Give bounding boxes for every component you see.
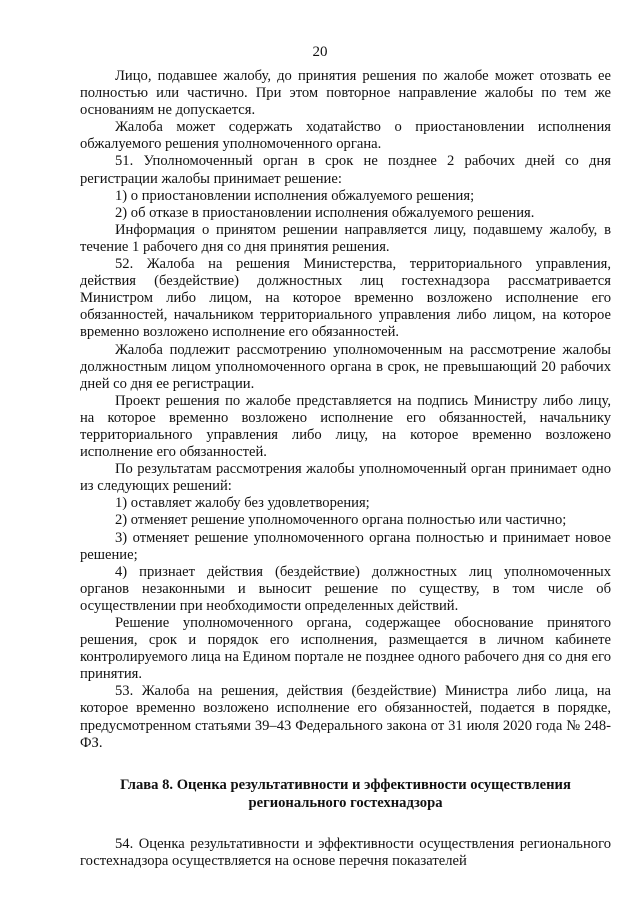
paragraph: 1) о приостановлении исполнения обжалуемого решения; xyxy=(115,187,475,204)
paragraph: 2) отменяет решение уполномоченного органа полностью или частично; xyxy=(115,512,567,529)
chapter-heading-line-2: регионального гостехнадзора xyxy=(248,794,443,811)
chapter-heading xyxy=(80,776,611,812)
paragraph: Жалоба может содержать ходатайство о приостановлении исполнения обжалуемого решения уполномоченного органа. xyxy=(80,119,611,153)
paragraph: Жалоба подлежит рассмотрению уполномоченным на рассмотрение жалобы должностным лицом уполномоченного органа в срок, не превышающий 20 рабочих дней со дня ее регистрации. xyxy=(80,341,611,392)
chapter-heading-line-1: Глава 8. Оценка результативности и эффективности осуществления xyxy=(120,776,571,793)
paragraph: Решение уполномоченного органа, содержащее обоснование принятого решения, срок и порядок его исполнения, размещается в личном кабинете контролируемого лица на Едином портале не позднее одного рабочего дня со дня его принятия. xyxy=(80,615,611,683)
paragraph: 1) оставляет жалобу без удовлетворения; xyxy=(115,495,370,512)
paragraph: 3) отменяет решение уполномоченного органа полностью и принимает новое решение; xyxy=(80,529,611,563)
paragraph: 4) признает действия (бездействие) должностных лиц уполномоченных органов незаконными и выносит решение по существу, в том числе об осуществлении при необходимости определенных действий. xyxy=(80,563,611,614)
paragraph: 52. Жалоба на решения Министерства, территориального управления, действия (бездействие) должностных лиц гостехнадзора рассматривается Министром либо лицом, на которое временно возложено исполнение его обязанностей, начальником территориального управления либо лицом, на которое временно возложено исполнение его обязанностей. xyxy=(80,256,611,341)
paragraph: 51. Уполномоченный орган в срок не позднее 2 рабочих дней со дня регистрации жалобы принимает решение: xyxy=(80,153,611,187)
paragraph: Лицо, подавшее жалобу, до принятия решения по жалобе может отозвать ее полностью или частично. При этом повторное направление жалобы по тем же основаниям не допускается. xyxy=(80,68,611,119)
paragraph: 54. Оценка результативности и эффективности осуществления регионального гостехнадзора осуществляется на основе перечня показателей xyxy=(80,835,611,869)
paragraph: По результатам рассмотрения жалобы уполномоченный орган принимает одно из следующих решений: xyxy=(80,461,611,495)
document-body xyxy=(80,68,611,870)
page-number: 20 xyxy=(312,44,328,60)
paragraph: Проект решения по жалобе представляется на подпись Министру либо лицу, на которое временно возложено исполнение его обязанностей, начальнику территориального управления либо лицу, на которое временно возложено исполнение его обязанностей. xyxy=(80,392,611,461)
paragraph: Информация о принятом решении направляется лицу, подавшему жалобу, в течение 1 рабочего дня со дня принятия решения. xyxy=(80,221,611,255)
paragraph: 2) об отказе в приостановлении исполнения обжалуемого решения. xyxy=(115,204,535,221)
paragraph: 53. Жалоба на решения, действия (бездействие) Министра либо лица, на которое временно возложено исполнение его обязанностей, подается в порядке, предусмотренном статьями 39–43 Федерального закона от 31 июля 2020 года № 248-ФЗ. xyxy=(80,683,611,751)
